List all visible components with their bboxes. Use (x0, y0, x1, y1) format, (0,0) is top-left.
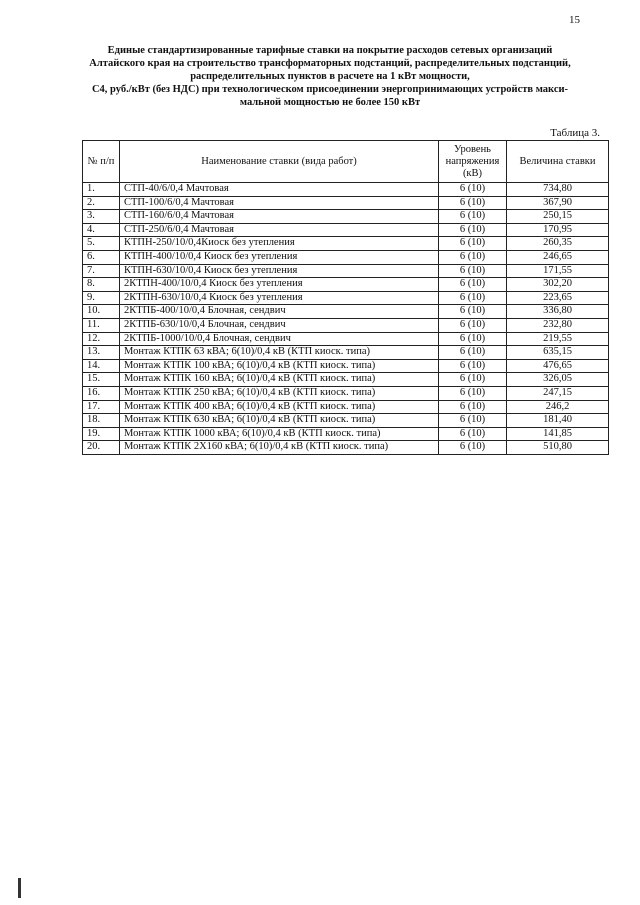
table-row (83, 373, 609, 387)
row-number: 19. (83, 427, 120, 441)
header-num: № п/п (83, 141, 120, 183)
row-number: 13. (83, 346, 120, 360)
table-row (83, 183, 609, 197)
row-number: 8. (83, 278, 120, 292)
table-row (83, 237, 609, 251)
row-voltage: 6 (10) (439, 386, 507, 400)
row-number: 1. (83, 183, 120, 197)
title-line: распределительных пунктов в расчете на 1 кВт мощности, (190, 71, 470, 82)
table-body (83, 183, 609, 455)
row-name: 2КТПН-630/10/0,4 Киоск без утепления (120, 291, 439, 305)
row-value: 219,55 (507, 332, 609, 346)
row-voltage: 6 (10) (439, 441, 507, 455)
row-voltage: 6 (10) (439, 359, 507, 373)
row-number: 18. (83, 414, 120, 428)
table-label: Таблица 3. (550, 127, 600, 139)
row-name: 2КТПБ-400/10/0,4 Блочная, сендвич (120, 305, 439, 319)
table-row (83, 386, 609, 400)
table-row (83, 441, 609, 455)
row-voltage: 6 (10) (439, 346, 507, 360)
row-number: 11. (83, 318, 120, 332)
row-voltage: 6 (10) (439, 373, 507, 387)
row-name: Монтаж КТПК 63 кВА; 6(10)/0,4 кВ (КТП киоск. типа) (120, 346, 439, 360)
row-name: СТП-160/6/0,4 Мачтовая (120, 210, 439, 224)
title-line: мальной мощностью не более 150 кВт (239, 97, 421, 108)
row-value: 247,15 (507, 386, 609, 400)
row-voltage: 6 (10) (439, 223, 507, 237)
row-name: Монтаж КТПК 2Х160 кВА; 6(10)/0,4 кВ (КТП киоск. типа) (120, 441, 439, 455)
row-value: 171,55 (507, 264, 609, 278)
row-name: СТП-40/6/0,4 Мачтовая (120, 183, 439, 197)
header-name: Наименование ставки (вида работ) (120, 141, 439, 183)
table-row (83, 291, 609, 305)
row-number: 17. (83, 400, 120, 414)
row-value: 635,15 (507, 346, 609, 360)
header-value: Величина ставки (507, 141, 609, 183)
row-value: 246,2 (507, 400, 609, 414)
row-name: КТПН-630/10/0,4 Киоск без утепления (120, 264, 439, 278)
document-title (70, 44, 590, 109)
row-value: 260,35 (507, 237, 609, 251)
row-number: 20. (83, 441, 120, 455)
row-name: 2КТПН-400/10/0,4 Киоск без утепления (120, 278, 439, 292)
row-name: 2КТПБ-630/10/0,4 Блочная, сендвич (120, 318, 439, 332)
row-voltage: 6 (10) (439, 278, 507, 292)
row-value: 170,95 (507, 223, 609, 237)
row-value: 250,15 (507, 210, 609, 224)
row-name: КТПН-250/10/0,4Киоск без утепления (120, 237, 439, 251)
row-value: 734,80 (507, 183, 609, 197)
table-row (83, 210, 609, 224)
row-voltage: 6 (10) (439, 264, 507, 278)
margin-mark (18, 878, 21, 898)
row-name: Монтаж КТПК 630 кВА; 6(10)/0,4 кВ (КТП киоск. типа) (120, 414, 439, 428)
row-value: 336,80 (507, 305, 609, 319)
row-number: 12. (83, 332, 120, 346)
row-name: Монтаж КТПК 1000 кВА; 6(10)/0,4 кВ (КТП киоск. типа) (120, 427, 439, 441)
title-line: С4, руб./кВт (без НДС) при технологическом присоединении энергопринимающих устройств макси- (91, 84, 569, 95)
row-name: Монтаж КТПК 250 кВА; 6(10)/0,4 кВ (КТП киоск. типа) (120, 386, 439, 400)
row-value: 141,85 (507, 427, 609, 441)
row-number: 9. (83, 291, 120, 305)
table-row (83, 359, 609, 373)
row-value: 367,90 (507, 196, 609, 210)
row-name: СТП-250/6/0,4 Мачтовая (120, 223, 439, 237)
row-number: 5. (83, 237, 120, 251)
row-value: 510,80 (507, 441, 609, 455)
row-name: Монтаж КТПК 400 кВА; 6(10)/0,4 кВ (КТП киоск. типа) (120, 400, 439, 414)
row-value: 232,80 (507, 318, 609, 332)
table-row (83, 318, 609, 332)
row-number: 7. (83, 264, 120, 278)
table-row (83, 332, 609, 346)
row-number: 14. (83, 359, 120, 373)
row-value: 302,20 (507, 278, 609, 292)
row-voltage: 6 (10) (439, 414, 507, 428)
row-value: 181,40 (507, 414, 609, 428)
row-number: 15. (83, 373, 120, 387)
row-name: СТП-100/6/0,4 Мачтовая (120, 196, 439, 210)
table-row (83, 305, 609, 319)
row-number: 6. (83, 250, 120, 264)
row-name: Монтаж КТПК 100 кВА; 6(10)/0,4 кВ (КТП киоск. типа) (120, 359, 439, 373)
row-voltage: 6 (10) (439, 237, 507, 251)
row-number: 10. (83, 305, 120, 319)
header-voltage: Уровень напряжения (кВ) (439, 141, 507, 183)
row-value: 246,65 (507, 250, 609, 264)
row-value: 476,65 (507, 359, 609, 373)
row-number: 4. (83, 223, 120, 237)
row-voltage: 6 (10) (439, 291, 507, 305)
page-number: 15 (569, 14, 580, 26)
title-line: Единые стандартизированные тарифные ставки на покрытие расходов сетевых организаций (107, 45, 553, 56)
row-voltage: 6 (10) (439, 332, 507, 346)
table-row (83, 278, 609, 292)
table-row (83, 250, 609, 264)
table-row (83, 427, 609, 441)
row-voltage: 6 (10) (439, 318, 507, 332)
table-row (83, 414, 609, 428)
row-value: 326,05 (507, 373, 609, 387)
row-name: Монтаж КТПК 160 кВА; 6(10)/0,4 кВ (КТП киоск. типа) (120, 373, 439, 387)
row-number: 16. (83, 386, 120, 400)
row-name: КТПН-400/10/0,4 Киоск без утепления (120, 250, 439, 264)
title-line: Алтайского края на строительство трансформаторных подстанций, распределительных подстанций, (89, 58, 571, 69)
row-value: 223,65 (507, 291, 609, 305)
table-header-row (83, 141, 609, 183)
row-voltage: 6 (10) (439, 196, 507, 210)
table-row (83, 400, 609, 414)
table-row (83, 196, 609, 210)
rates-table (82, 140, 609, 455)
row-voltage: 6 (10) (439, 305, 507, 319)
row-voltage: 6 (10) (439, 250, 507, 264)
row-voltage: 6 (10) (439, 400, 507, 414)
row-name: 2КТПБ-1000/10/0,4 Блочная, сендвич (120, 332, 439, 346)
row-voltage: 6 (10) (439, 427, 507, 441)
row-number: 2. (83, 196, 120, 210)
table-row (83, 264, 609, 278)
table-row (83, 346, 609, 360)
row-number: 3. (83, 210, 120, 224)
table-row (83, 223, 609, 237)
row-voltage: 6 (10) (439, 183, 507, 197)
row-voltage: 6 (10) (439, 210, 507, 224)
